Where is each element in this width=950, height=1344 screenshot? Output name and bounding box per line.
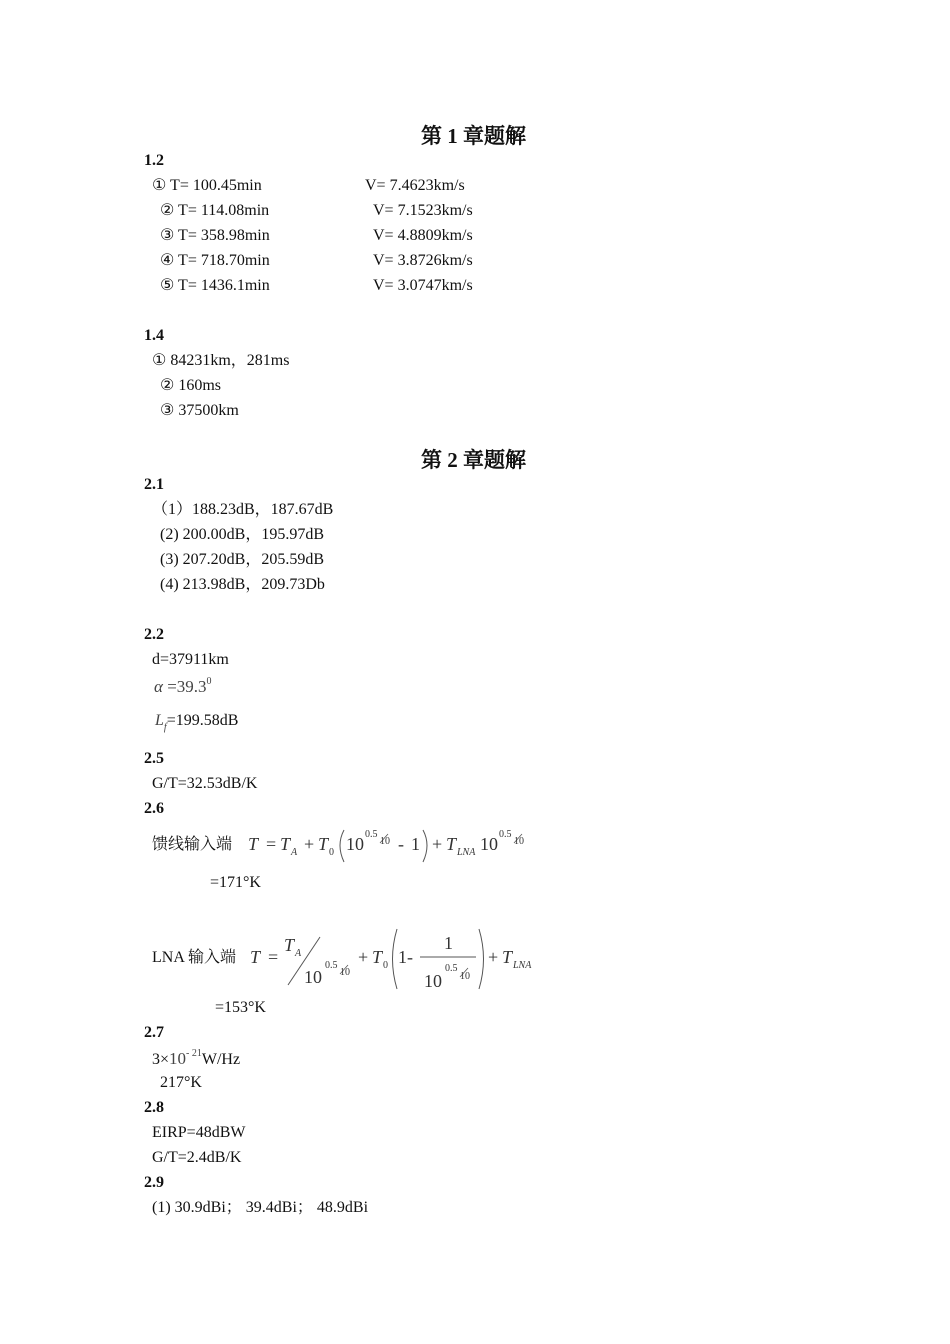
svg-text:0.5: 0.5 (445, 963, 458, 974)
lna-input-result: =153°K (215, 999, 266, 1016)
svg-text:T: T (250, 947, 261, 967)
gt-value-2-8: G/T=2.4dB/K (152, 1149, 242, 1166)
section-2-8-label: 2.8 (144, 1099, 164, 1116)
answer-1-4-line-1: ① 84231km，281ms (152, 352, 290, 369)
svg-text:1: 1 (444, 933, 453, 953)
lna-input-label: LNA 输入端 (152, 949, 237, 966)
section-1-2-label: 1.2 (144, 152, 164, 169)
period-row-3: ③ T= 358.98min (160, 227, 270, 244)
svg-text:-: - (398, 834, 404, 854)
svg-text:+: + (432, 834, 443, 854)
svg-text:T: T (318, 834, 329, 854)
velocity-row-5: V= 3.0747km/s (373, 277, 473, 294)
svg-text:0.5: 0.5 (499, 829, 512, 840)
svg-text:0.5: 0.5 (325, 960, 338, 971)
svg-text:T: T (502, 947, 513, 967)
svg-text:T: T (372, 947, 383, 967)
answer-2-1-line-3: (3) 207.20dB，205.59dB (160, 551, 325, 568)
answer-1-4-line-2: ② 160ms (160, 377, 222, 394)
section-2-6-label: 2.6 (144, 800, 164, 817)
lna-input-formula (240, 925, 540, 993)
svg-text:LNA: LNA (513, 960, 532, 971)
answer-1-4-line-3: ③ 37500km (160, 402, 239, 419)
distance-value: d=37911km (152, 651, 229, 668)
period-row-4: ④ T= 718.70min (160, 252, 270, 269)
feed-input-result: =171°K (210, 874, 261, 891)
chapter-1-title: 第 1 章题解 (421, 124, 526, 148)
section-2-5-label: 2.5 (144, 750, 164, 767)
svg-text:10: 10 (340, 967, 350, 978)
svg-text:+: + (488, 947, 499, 967)
feed-input-label: 馈线输入端 (152, 836, 233, 853)
svg-text:1: 1 (411, 834, 420, 854)
svg-text:10: 10 (514, 836, 524, 847)
noise-density-value: $3\times 10^{- 21}W/Hz$ (152, 1048, 241, 1068)
svg-text:0.5: 0.5 (365, 829, 378, 840)
gt-value-2-5: G/T=32.53dB/K (152, 775, 258, 792)
svg-text:10: 10 (480, 834, 498, 854)
svg-text:10: 10 (304, 967, 322, 987)
velocity-row-2: V= 7.1523km/s (373, 202, 473, 219)
chapter-2-title: 第 2 章题解 (421, 448, 526, 472)
section-2-7-label: 2.7 (144, 1024, 164, 1041)
noise-temperature-value: 217°K (160, 1074, 202, 1091)
svg-text:T: T (446, 834, 457, 854)
velocity-row-1: V= 7.4623km/s (365, 177, 465, 194)
period-row-2: ② T= 114.08min (160, 202, 270, 219)
section-2-1-label: 2.1 (144, 476, 164, 493)
svg-text:10: 10 (380, 836, 390, 847)
free-space-loss-formula: $L_f=199.58dB$ (155, 712, 239, 733)
svg-text:10: 10 (346, 834, 364, 854)
svg-text:1-: 1- (398, 947, 413, 967)
svg-text:+: + (358, 947, 369, 967)
svg-text:LNA: LNA (457, 847, 476, 858)
svg-text:10: 10 (424, 971, 442, 991)
feed-input-formula (240, 822, 540, 868)
answer-2-1-line-2: (2) 200.00dB，195.97dB (160, 526, 325, 543)
svg-text:A: A (295, 948, 302, 959)
period-row-5: ⑤ T= 1436.1min (160, 277, 270, 294)
svg-text:0: 0 (383, 960, 388, 971)
section-1-4-label: 1.4 (144, 327, 164, 344)
section-2-2-label: 2.2 (144, 626, 164, 643)
section-2-9-label: 2.9 (144, 1174, 164, 1191)
svg-text:0: 0 (329, 847, 334, 858)
svg-text:T: T (284, 935, 295, 955)
velocity-row-4: V= 3.8726km/s (373, 252, 473, 269)
svg-text:=: = (266, 834, 277, 854)
svg-text:T: T (280, 834, 291, 854)
answer-2-1-line-4: (4) 213.98dB，209.73Db (160, 576, 325, 593)
period-row-1: ① T= 100.45min (152, 177, 262, 194)
answer-2-1-line-1: （1）188.23dB，187.67dB (152, 501, 334, 518)
svg-text:A: A (291, 847, 298, 858)
velocity-row-3: V= 4.8809km/s (373, 227, 473, 244)
svg-text:10: 10 (460, 971, 470, 982)
eirp-value: EIRP=48dBW (152, 1124, 246, 1141)
svg-text:T: T (248, 834, 259, 854)
svg-text:+: + (304, 834, 315, 854)
elevation-angle-formula: $\alpha =39.3^0$ (154, 676, 212, 696)
svg-text:=: = (268, 947, 279, 967)
antenna-gain-values: (1) 30.9dBi； 39.4dBi； 48.9dBi (152, 1199, 369, 1216)
